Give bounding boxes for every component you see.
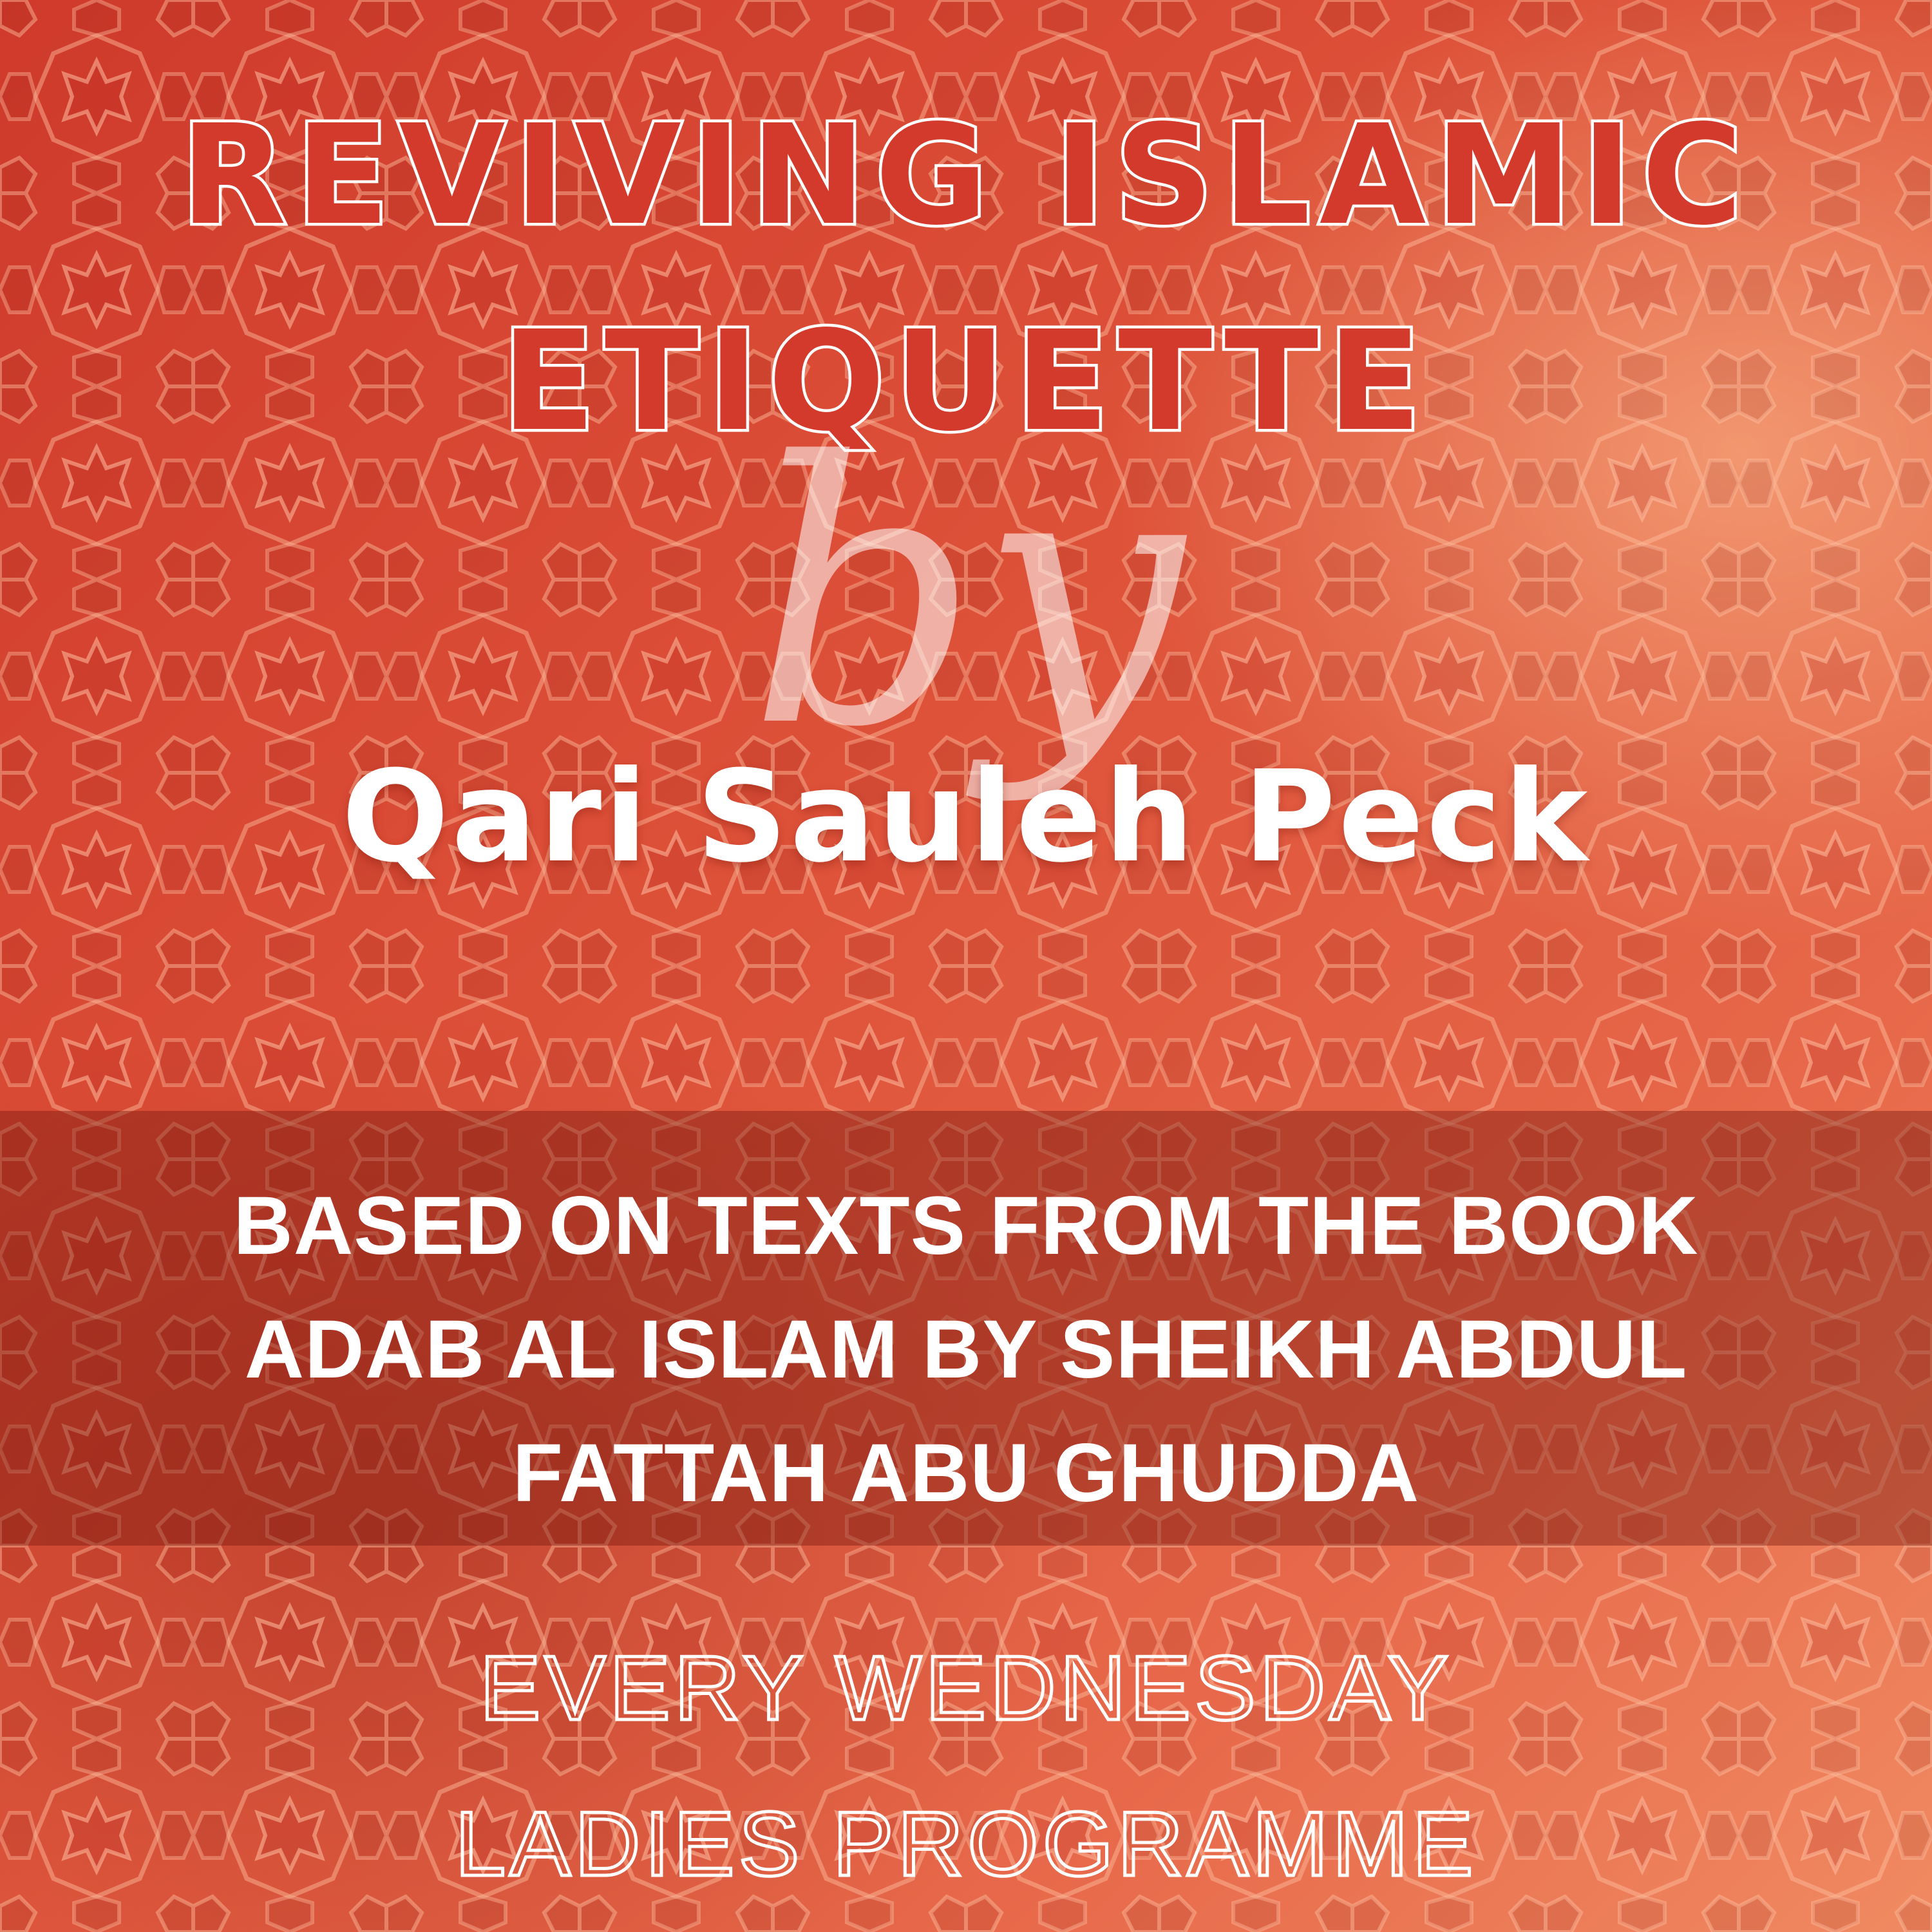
- schedule-line-2: LADIES PROGRAMME: [455, 1793, 1477, 1895]
- description-line-3: FATTAH ABU GHUDDA: [512, 1427, 1420, 1519]
- by-script-text: by: [748, 386, 1184, 806]
- description-line-1: BASED ON TEXTS FROM THE BOOK: [233, 1180, 1699, 1272]
- title-line-2: ETIQUETTE: [501, 301, 1431, 462]
- description-line-2: ADAB AL ISLAM BY SHEIKH ABDUL: [244, 1303, 1688, 1396]
- title-line-1: REVIVING ISLAMIC: [180, 95, 1752, 256]
- speaker-name: Qari Sauleh Peck: [341, 744, 1591, 891]
- schedule-line-1: EVERY WEDNESDAY: [479, 1637, 1453, 1739]
